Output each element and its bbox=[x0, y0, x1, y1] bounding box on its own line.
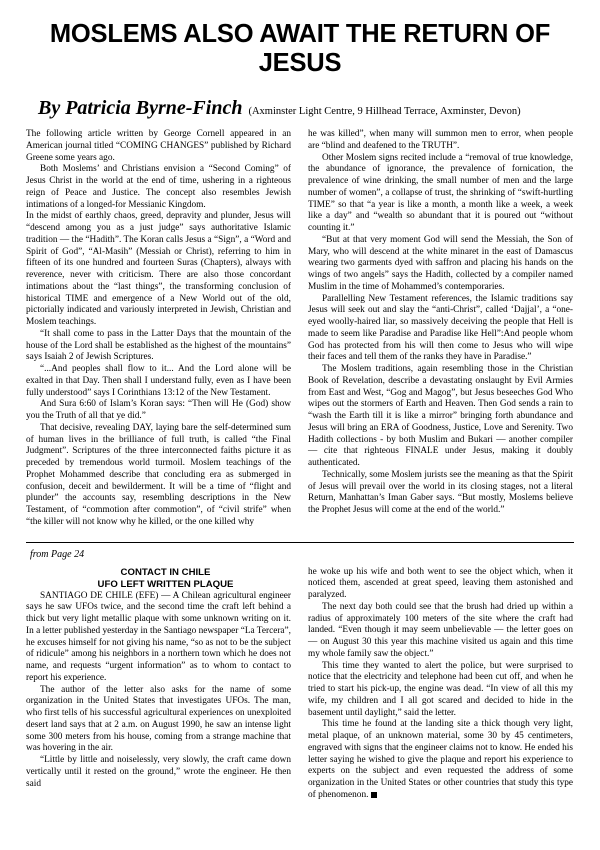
byline bbox=[26, 97, 574, 120]
article-two-title-line-1: CONTACT IN CHILE bbox=[120, 566, 211, 578]
paragraph-text: This time he found at the landing site a thick though very light, metal plaque, of an unknown material, some 30 by 45 centimeters, engraved with signs that the engineer claims not to know. He ended his letter saying he wished to give the plaque and report his experience to experts on the subject and even requested the address of some organization in the United States or other countries that study this type of phenomenon. bbox=[308, 719, 573, 800]
article-one-body bbox=[26, 129, 574, 529]
byline-author: By Patricia Byrne-Finch bbox=[38, 97, 243, 120]
paragraph: “But at that very moment God will send the Messiah, the Son of Mary, who will descend at the white minaret in the east of Damascus wearing two garments dyed with saffron and placing his hands on the wings of two angels” says the Hadith, collected by a compiler named Muslim in the time of Mohammed’s contemporaries. bbox=[308, 234, 573, 292]
paragraph: Parallelling New Testament references, the Islamic traditions say Jesus will seek out and slay the “anti-Christ”, called ‘Dajjal’, a “one-eyed woolly-haired liar, so massively deceiving the people that Hell is made to seem like Paradise and Paradise like Hell”:And people whom God has protected from his will then come to Jesus who will wipe their faces and tell them of the ranks they have in Paradise.” bbox=[308, 293, 573, 363]
paragraph: Other Moslem signs recited include a “removal of true knowledge, the abundance of ignorance, the prevalence of fornication, the prevalence of wine drinking, the small number of men and the large number of women”, a collapse of trust, the shrinking of “swift-hurtling TIME” so that “a year is like a month, a month like a week, a week like a day” and “wealth so abundant that it is poured out “without counting it.” bbox=[308, 152, 573, 234]
end-of-article-mark bbox=[371, 792, 377, 798]
paragraph: And Sura 6:60 of Islam’s Koran says: “Then will He (God) show you the Truth of all that ye did.” bbox=[26, 399, 291, 422]
paragraph: “It shall come to pass in the Latter Days that the mountain of the house of the Lord shall be established as the highest of the mountains” says Isaiah 2 of Jewish Scriptures. bbox=[26, 328, 291, 363]
paragraph: Technically, some Moslem jurists see the meaning as that the Spirit of Jesus will prevail over the world in its closing stages, not a literal Return, Manhattan’s Iman Gaber says. “But mostly, Moslems believe the Prophet Jesus will come at the end of the world.” bbox=[308, 469, 573, 516]
article-two-left-column bbox=[26, 567, 291, 802]
continuation-note: from Page 24 bbox=[30, 548, 85, 560]
article-two-title-line-2: UFO LEFT WRITTEN PLAQUE bbox=[97, 578, 234, 590]
paragraph: This time they wanted to alert the police, but were surprised to notice that the electricity and telephone had been cut off, and when he tried to start his pick-up, the engine was dead. “In view of all this my wife, my children and I all got scared and decided to hide in the basement until daylight,” said the letter. bbox=[308, 660, 573, 718]
paragraph: In the midst of earthly chaos, greed, depravity and plunder, Jesus will “descend among you as a just judge” says authoritative Islamic tradition — the “Hadith”. The Koran calls Jesus a “Sign”, a “Word and Spirit of God”, “Al-Masih” (Messiah or Christ), referring to him in fifteen of its one hundred and fourteen Suras (Chapters), always with reverence, never with criticism. There are also those concordant intimations about the “last things”, the transforming conclusion of historical TIME and emergence of a New World out of the old, pictorially indicated and variously interpreted in Jewish, Christian and Moslem teachings. bbox=[26, 211, 291, 328]
section-divider bbox=[26, 542, 574, 543]
paragraph: The author of the letter also asks for the name of some organization in the United States that investigates UFOs. The man, who first tells of his successful agricultural experiences on unexploited desert land says that at 2 a.m. on August 1990, he saw an intense light some 300 meters from his house, coming from a strange machine that was hovering in the air. bbox=[26, 684, 291, 754]
paragraph: The next day both could see that the brush had dried up within a radius of approximately 100 meters of the site where the craft had landed. “Even though it may seem unbelievable — the letter goes on — on August 30 this year this machine visited us again and this time my whole family saw the object.” bbox=[308, 601, 573, 659]
paragraph-final bbox=[308, 719, 573, 801]
article-two-right-column bbox=[308, 567, 573, 802]
byline-affiliation: (Axminster Light Centre, 9 Hillhead Terrace, Axminster, Devon) bbox=[248, 106, 521, 118]
paragraph: Both Moslems’ and Christians envision a “Second Coming” of Jesus Christ in the world at the end of time, ushering in a righteous reign of Peace and Justice. The concept also resembles Jewish intimations of a longed-for Messianic Kingdom. bbox=[26, 164, 291, 210]
paragraph: he was killed”, when many will summon men to error, when people are “blind and deafened to the TRUTH”. bbox=[308, 129, 573, 151]
article-two-body bbox=[26, 567, 574, 802]
paragraph: That decisive, revealing DAY, laying bare the self-determined sum of human lives in the brilliance of full truth, is called “the Final Judgment”. Scriptures of the three interconnected faiths picture it as preceded by tremendous world turmoil. Moslem teachings of the Prophet Mohammed describe that concluding era as submerged in confusion, deceit and bewilderment. It will be a time of “flight and plunder” the accounts say, resembling descriptions in the New Testament, of “commotion after commotion”, of “civil strife” when “the killer will not know why he killed, or the one killed why bbox=[26, 422, 291, 527]
page-title: MOSLEMS ALSO AWAIT THE RETURN OF JESUS bbox=[49, 20, 551, 77]
paragraph: he woke up his wife and both went to see the object which, when it noticed them, ascended at great speed, leaving them astonished and paralyzed. bbox=[308, 566, 573, 601]
paragraph: The following article written by George Cornell appeared in an American journal titled “COMING CHANGES” published by Richard Greene some years ago. bbox=[26, 129, 291, 163]
paragraph: “Little by little and noiselessly, very slowly, the craft came down vertically until it rested on the ground,” wrote the engineer. He then said bbox=[26, 755, 291, 789]
paragraph: The Moslem traditions, again resembling those in the Christian Book of Revelation, describe a devastating onslaught by Evil Armies from East and West, “Gog and Magog”, but Jesus beseeches God Who wipes out the stormers of Earth and Heaven. Then God sends a rain to “wash the Earth till it is like a mirror” bringing forth abundance and Jesus will bring an ERA of Goodness, Justice, Love and Serenity. Two Hadith collections - by both Muslim and Bukari — another compiler — cite that righteous FINALE under Jesus, making it doubly authenticated. bbox=[308, 364, 573, 469]
article-one-left-column bbox=[26, 129, 291, 529]
paragraph: “...And peoples shall flow to it... And the Lord alone will be exalted in that Day. Then shall I understand fully, even as I have been fully understood” says I Corinthians 13:12 of the New Testament. bbox=[26, 364, 291, 398]
paragraph: SANTIAGO DE CHILE (EFE) — A Chilean agricultural engineer says he saw UFOs twice, and the second time the craft left behind a thick but very light metallic plaque with some unknown writing on it. In a letter published yesterday in the Santiago newspaper “La Tercera”, he excuses himself for not giving his name, “so as not to be the subject of ridicule” among his neighbors in a northern town which he does not name, and requests “urgent information” as to whom to contact to report his experience. bbox=[26, 590, 291, 683]
article-one-right-column bbox=[308, 129, 573, 529]
